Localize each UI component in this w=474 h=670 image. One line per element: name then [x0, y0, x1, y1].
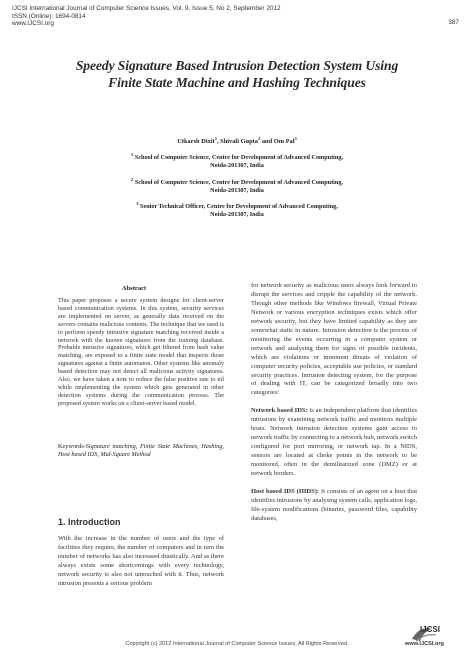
affiliation-1-sup: 1 [131, 152, 134, 157]
hids-text: It consists of an agent on a host that identifies intrusions by analysing system calls, application logs, file-system modifications (binaries, password files, capability databases, [251, 488, 418, 522]
affiliation-3-line-1: Senior Technical Officer, Centre for Development of Advanced Computing, [140, 203, 338, 211]
affiliation-2-line-1: School of Computer Science, Centre for Development of Advanced Computing, [134, 179, 343, 187]
nids-paragraph [251, 407, 417, 479]
author-list [0, 136, 474, 145]
affiliation-3-sup: 3 [136, 201, 139, 206]
keywords [58, 443, 224, 459]
right-column [251, 282, 417, 524]
paper-title [30, 57, 444, 91]
logo-url: www.IJCSI.org [405, 641, 444, 647]
author-1: Utkarsh Dixit [177, 138, 215, 146]
page-number: 387 [448, 19, 459, 26]
author-3-sup: 3 [294, 136, 297, 141]
abstract-body [58, 297, 224, 408]
hids-label: Host based IDS (HIDS): [251, 488, 320, 496]
author-1-sup: 1 [214, 136, 217, 141]
affiliation-1-line-2: Noida-201307, India [210, 162, 264, 170]
abstract-heading: Abstract [121, 285, 147, 292]
nids-label: Network based IDS: [251, 407, 308, 415]
keywords-label: Keywords- [58, 443, 86, 450]
affiliation-1 [0, 151, 474, 170]
author-separator-1: , [216, 138, 221, 146]
author-separator-2: and [260, 138, 274, 146]
affiliation-1-line-1: School of Computer Science, Centre for Development of Advanced Computing, [134, 154, 343, 162]
logo-text: IJCSI [420, 625, 441, 634]
hids-paragraph [251, 488, 417, 524]
journal-header [12, 5, 281, 28]
affiliation-2 [0, 176, 474, 195]
author-2: Shivali Gupta [220, 138, 258, 146]
header-issn-line: ISSN (Online): 1694-0814 [12, 12, 86, 20]
header-journal-line: IJCSI International Journal of Computer Science Issues, Vol. 9, Issue 5, No 2, September 2012 [12, 5, 281, 12]
title-line-1: Speedy Signature Based Intrusion Detection System Using [75, 58, 399, 73]
affiliation-3-line-2: Noida-201307, India [210, 211, 264, 219]
introduction-text: With the increase in the number of users and the type of facilities they require, the number of computers and in turn the number of networks has also increased drastically. And as there always exists some shortcomings with every technology, network security is also not untouched with it. Thus, network intrusion presents a serious problem [58, 535, 224, 587]
affiliation-3 [0, 200, 474, 219]
affiliation-2-line-2: Noida-201307, India [210, 187, 264, 195]
nids-text: is an independent platform that identifies intrusions by examining network traffic and monitors multiple hosts. Network intrusion detection systems gain access to network traffic by connecting to a network hub, network switch configured for port mirroring, or network tap. In a NIDS, sensors are located at choke points in the network to be monitored, often in the demilitarized zone (DMZ) or at network borders. [251, 407, 417, 478]
author-2-sup: 2 [257, 136, 261, 141]
copyright-footer: Copyright (c) 2012 International Journal of Computer Science Issues. All Rights Reserved. [125, 641, 349, 647]
author-3: Om Pal [273, 138, 295, 146]
affiliation-2-sup: 2 [131, 177, 134, 182]
keywords-text: Signature matching, Finite State Machines, Hashing, Host based IDS, Mid-Square Method [58, 443, 224, 458]
right-column-paragraph: for network security as malicious users always look forward to disrupt the services and cripple the capability of the network. Though other methods like Windows firewall, Virtual Private Network or various encryption techniques exists which offer network security, but they have limited capability as they are somewhat static in nature. Intrusion detection is the process of monitoring the events occurring in a computer system or network and analysing them for signs of possible incidents, which are violations or imminent threats of violation of computer security policies, acceptable use policies, or standard security practices. Intrusion detecting system, for the purpose of dealing with IT, can be categorized broadly into two categories: [251, 282, 417, 397]
abstract-text: This paper proposes a secure system designs for client-server based communication systems. In this system, security services are implemented on server, as generally data received on the servers contains malicious contents. The technique that we used is to perform speedy intrusive signature matching received inside a network with the known signatures from the training database. Probable intrusive signatures, which get filtered from hash value matching, are exposed to a finite state model that inspects those signatures against a finite automaton. Other systems like anomaly based detection may not detect all malicious activity signatures. Also, we have taken a note to reduce the false positive rate to nil while implementing the system which gets generated in other detection systems during the communication process. The proposed system works on a client-server based model. [58, 297, 224, 407]
title-line-2: Finite State Machine and Hashing Techniques [108, 75, 366, 90]
header-website-line: www.IJCSI.org [12, 20, 54, 28]
introduction-heading: 1. Introduction [58, 517, 121, 527]
